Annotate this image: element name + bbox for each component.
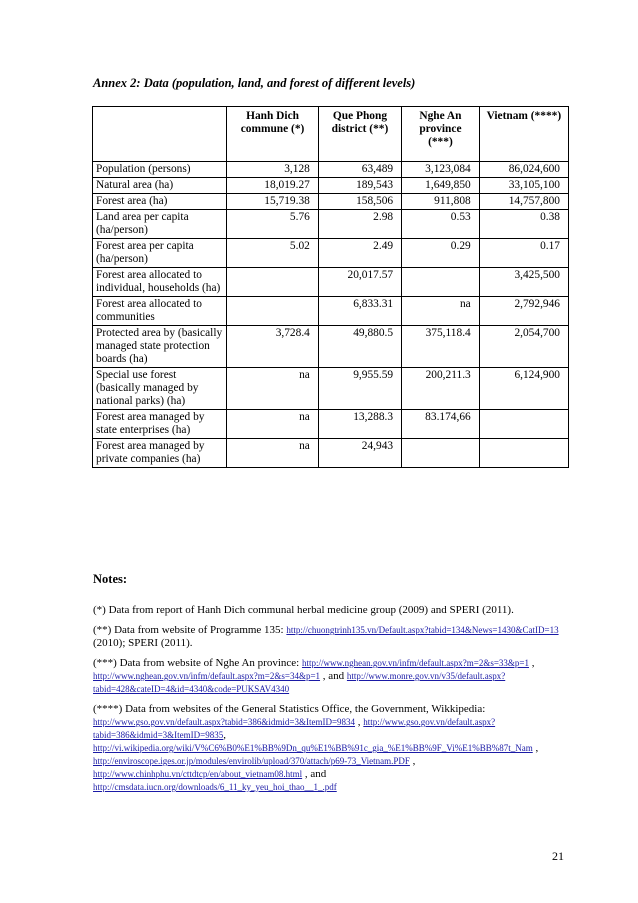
page-number: 21	[552, 849, 564, 863]
header-nghe-an: Nghe An province (***)	[402, 107, 480, 162]
table-header-row	[93, 107, 569, 162]
row-label: Forest area (ha)	[93, 194, 227, 210]
note-3	[93, 657, 563, 696]
cell-value: 14,757,800	[479, 194, 568, 210]
table-row	[93, 439, 569, 468]
cell-value: na	[402, 297, 480, 326]
row-label: Protected area by (basically managed state protection boards (ha)	[93, 326, 227, 368]
cell-value: 9,955.59	[318, 368, 401, 410]
note-4-sep: ,	[223, 729, 226, 741]
cell-value: 86,024,600	[479, 162, 568, 178]
link-programme-135[interactable]: http://chuongtrinh135.vn/Default.aspx?tabid=134&News=1430&CatID=13	[286, 625, 559, 635]
row-label: Forest area allocated to individual, households (ha)	[93, 268, 227, 297]
cell-value: 200,211.3	[402, 368, 480, 410]
note-1: (*) Data from report of Hanh Dich communal herbal medicine group (2009) and SPERI (2011).	[93, 604, 514, 616]
table-row	[93, 326, 569, 368]
header-empty	[93, 107, 227, 162]
row-label: Land area per capita (ha/person)	[93, 210, 227, 239]
cell-value: 83.174,66	[402, 410, 480, 439]
row-label: Forest area managed by private companies (ha)	[93, 439, 227, 468]
table-row	[93, 239, 569, 268]
link-enviroscope[interactable]: http://enviroscope.iges.or.jp/modules/envirolib/upload/370/attach/p69-73_Vietnam.PDF	[93, 756, 410, 766]
cell-value: 3,425,500	[479, 268, 568, 297]
table-row	[93, 410, 569, 439]
table-row	[93, 194, 569, 210]
cell-value: na	[227, 439, 319, 468]
table-row	[93, 268, 569, 297]
note-3-sep: ,	[528, 657, 535, 669]
table-row	[93, 162, 569, 178]
row-label: Population (persons)	[93, 162, 227, 178]
cell-value	[479, 439, 568, 468]
row-label: Special use forest (basically managed by national parks) (ha)	[93, 368, 227, 410]
header-que-phong: Que Phong district (**)	[318, 107, 401, 162]
cell-value: 13,288.3	[318, 410, 401, 439]
table-row	[93, 178, 569, 194]
note-4	[93, 703, 563, 794]
notes-section	[93, 604, 563, 801]
cell-value: 0.38	[479, 210, 568, 239]
note-3-sep: , and	[320, 670, 347, 682]
cell-value: 2,792,946	[479, 297, 568, 326]
cell-value: 911,808	[402, 194, 480, 210]
cell-value	[227, 297, 319, 326]
cell-value	[402, 268, 480, 297]
cell-value: 0.17	[479, 239, 568, 268]
cell-value: 2.49	[318, 239, 401, 268]
table-row	[93, 210, 569, 239]
cell-value: 18,019.27	[227, 178, 319, 194]
link-monre[interactable]: http://www.monre.gov.vn/v35/default.aspx?tabid=428&cateID=4&id=4340&code=PUKSAV4340	[93, 671, 506, 694]
cell-value: 0.53	[402, 210, 480, 239]
table-row	[93, 368, 569, 410]
cell-value: 0.29	[402, 239, 480, 268]
note-2-suffix: (2010); SPERI (2011).	[93, 637, 193, 649]
cell-value: 2.98	[318, 210, 401, 239]
note-4-text: (****) Data from websites of the General Statistics Office, the Government, Wikkipedia:	[93, 703, 486, 715]
notes-heading: Notes:	[93, 572, 128, 586]
data-table	[92, 106, 569, 468]
header-vietnam: Vietnam (****)	[479, 107, 568, 162]
cell-value: 3,128	[227, 162, 319, 178]
table-row	[93, 297, 569, 326]
link-gso-2[interactable]: http://www.gso.gov.vn/default.aspx?tabid=386&idmid=3&ItemID=9835	[93, 717, 496, 740]
header-hanh-dich: Hanh Dich commune (*)	[227, 107, 319, 162]
cell-value: 375,118.4	[402, 326, 480, 368]
cell-value: 5.02	[227, 239, 319, 268]
cell-value: 3,123,084	[402, 162, 480, 178]
cell-value: 6,833.31	[318, 297, 401, 326]
cell-value: na	[227, 368, 319, 410]
cell-value: 1,649,850	[402, 178, 480, 194]
cell-value: 15,719.38	[227, 194, 319, 210]
note-2	[93, 624, 563, 650]
link-wikipedia[interactable]: http://vi.wikipedia.org/wiki/V%C6%B0%E1%BB%9Dn_qu%E1%BB%91c_gia_%E1%BB%9F_Vi%E1%BB%87t_Nam	[93, 743, 533, 753]
note-2-text: (**) Data from website of Programme 135:	[93, 624, 287, 636]
note-4-sep: ,	[409, 755, 416, 767]
cell-value: 20,017.57	[318, 268, 401, 297]
annex-title: Annex 2: Data (population, land, and forest of different levels)	[93, 76, 416, 90]
cell-value: 33,105,100	[479, 178, 568, 194]
link-gso-1[interactable]: http://www.gso.gov.vn/default.aspx?tabid=386&idmid=3&ItemID=9834	[93, 717, 356, 727]
note-4-sep: ,	[532, 742, 539, 754]
cell-value: 63,489	[318, 162, 401, 178]
link-iucn[interactable]: http://cmsdata.iucn.org/downloads/6_11_ky_yeu_hoi_thao__1_.pdf	[93, 782, 337, 792]
link-nghean-2[interactable]: http://www.nghean.gov.vn/infm/default.aspx?m=2&s=34&p=1	[93, 671, 321, 681]
cell-value	[479, 410, 568, 439]
link-nghean-1[interactable]: http://www.nghean.gov.vn/infm/default.aspx?m=2&s=33&p=1	[301, 658, 529, 668]
cell-value: 6,124,900	[479, 368, 568, 410]
cell-value: na	[227, 410, 319, 439]
note-3-text: (***) Data from website of Nghe An province:	[93, 657, 302, 669]
note-4-sep: ,	[355, 716, 364, 728]
cell-value: 189,543	[318, 178, 401, 194]
cell-value	[402, 439, 480, 468]
cell-value: 24,943	[318, 439, 401, 468]
row-label: Natural area (ha)	[93, 178, 227, 194]
cell-value: 2,054,700	[479, 326, 568, 368]
row-label: Forest area managed by state enterprises (ha)	[93, 410, 227, 439]
row-label: Forest area per capita (ha/person)	[93, 239, 227, 268]
cell-value: 49,880.5	[318, 326, 401, 368]
cell-value: 3,728.4	[227, 326, 319, 368]
cell-value	[227, 268, 319, 297]
row-label: Forest area allocated to communities	[93, 297, 227, 326]
link-chinhphu[interactable]: http://www.chinhphu.vn/cttdtcp/en/about_vietnam08.html	[93, 769, 303, 779]
note-4-sep: , and	[302, 768, 327, 780]
cell-value: 5.76	[227, 210, 319, 239]
cell-value: 158,506	[318, 194, 401, 210]
